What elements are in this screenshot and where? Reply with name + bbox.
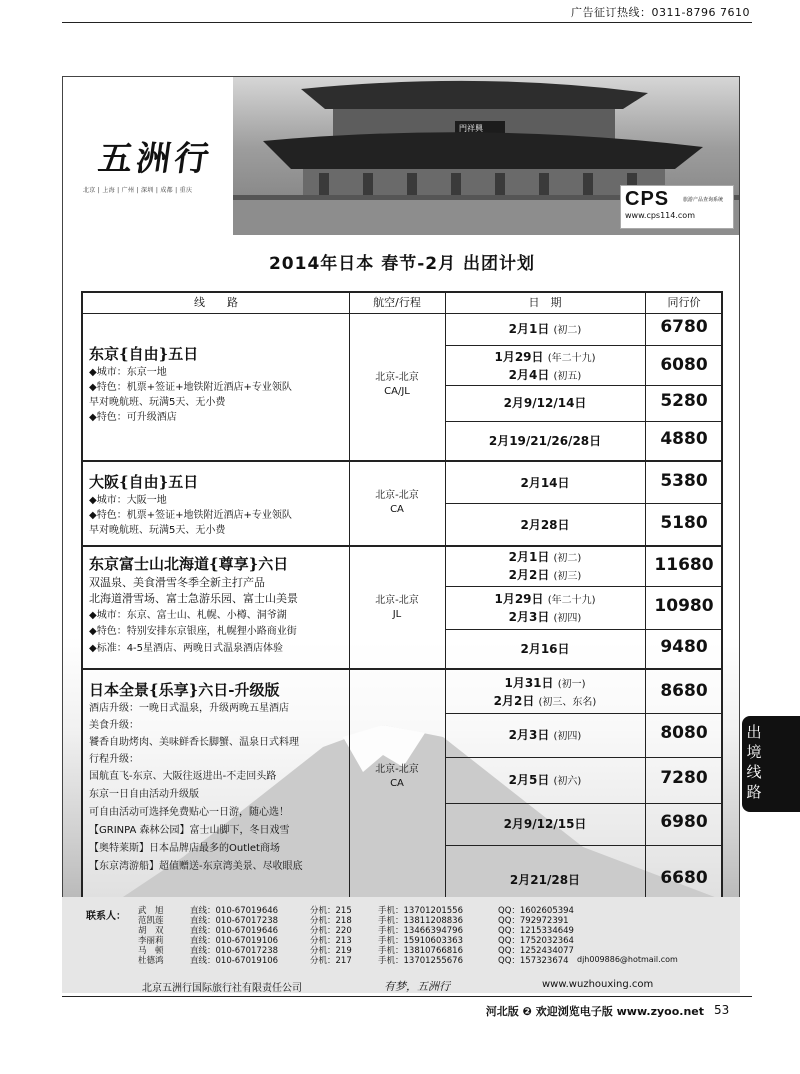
header-banner <box>63 77 740 235</box>
contact-name: 杜德鸿 <box>138 956 164 966</box>
route-tokyo-free-detail: ◆城市：东京一地 <box>89 367 167 378</box>
route-osaka-free-detail: ◆特色：机票+签证+地铁附近酒店+专业领队 <box>89 510 292 521</box>
contact-qq: QQ：1215334649 <box>498 926 574 936</box>
date-main: 2月19/21/26/28日 <box>488 434 602 448</box>
contact-direct-line: 直线：010-67019646 <box>190 906 279 916</box>
route-osaka-free-title: 大阪{自由}五日 <box>89 473 199 491</box>
date-main: 2月5日 <box>508 773 550 787</box>
page-number: 53 <box>714 1003 730 1017</box>
contact-direct-line: 直线：010-67017238 <box>190 916 279 926</box>
airline-cell <box>349 763 445 791</box>
airline-cell <box>349 489 445 517</box>
contact-qq: QQ：792972391 <box>498 916 569 926</box>
page-title: 2014年日本 春节-2月 出团计划 <box>268 254 536 274</box>
date-note: (初三、东名) <box>538 697 597 708</box>
date-note: (年二十九) <box>547 353 596 364</box>
departure-date <box>445 816 645 832</box>
route-japan-panorama-title: 日本全景{乐享}六日-升级版 <box>89 681 280 699</box>
contact-mobile: 手机：13811208836 <box>378 916 463 926</box>
route-japan-panorama-detail: 国航直飞-东京、大阪往返进出-不走回头路 <box>89 771 277 782</box>
contact-mobile: 手机：13466394796 <box>378 926 463 936</box>
airline-route: 北京-北京 <box>375 372 419 383</box>
departure-price: 8080 <box>660 723 708 743</box>
route-japan-panorama-detail: 东京一日自由活动升级版 <box>89 789 199 800</box>
gate-sign: 門祥興 <box>459 124 483 133</box>
tab-char: 路 <box>746 783 762 801</box>
wuzhouxing-logo: 五洲行 <box>95 139 216 179</box>
contact-name: 武 旭 <box>138 906 164 916</box>
cps-logo: CPS <box>625 188 670 210</box>
departure-date <box>445 321 645 339</box>
route-tokyo-fuji-hokkaido-detail: ◆特色：特别安排东京银座，札幌狸小路商业街 <box>89 626 297 637</box>
contact-direct-line: 直线：010-67019106 <box>190 956 279 966</box>
date-main: 2月28日 <box>520 518 570 532</box>
contact-extension: 分机：213 <box>310 936 352 946</box>
departure-date <box>445 395 645 411</box>
airline-route: 北京-北京 <box>375 764 419 775</box>
ad-hotline: 广告征订热线：0311-8796 7610 <box>571 6 750 19</box>
route-japan-panorama-detail: 【东京湾游船】超值赠送-东京湾美景、尽收眼底 <box>89 861 303 872</box>
company-name: 北京五洲行国际旅行社有限责任公司 <box>142 983 302 994</box>
departure-price: 7280 <box>660 768 708 788</box>
date-main: 2月2日 <box>508 568 550 582</box>
header-route: 线 路 <box>194 296 238 309</box>
contact-name: 马 顿 <box>138 946 164 956</box>
company-slogan: 有梦，五洲行 <box>384 980 450 993</box>
route-japan-panorama-detail: 酒店升级：一晚日式温泉，升级两晚五星酒店 <box>89 703 289 714</box>
route-japan-panorama-detail: 【GRINPA 森林公园】富士山脚下，冬日戏雪 <box>89 825 290 836</box>
date-main: 2月9/12/15日 <box>503 817 587 831</box>
departure-date <box>445 641 645 657</box>
airline-route: 北京-北京 <box>375 490 419 501</box>
contact-mobile: 手机：13810766816 <box>378 946 463 956</box>
contact-name: 范凯莲 <box>138 916 164 926</box>
cps-badge <box>620 185 734 229</box>
contact-qq: QQ：1602605394 <box>498 906 574 916</box>
date-note: (初四) <box>553 731 582 742</box>
contact-direct-line: 直线：010-67017238 <box>190 946 279 956</box>
tab-char: 出 <box>746 723 762 741</box>
departure-date <box>445 517 645 533</box>
contact-direct-line: 直线：010-67019646 <box>190 926 279 936</box>
departure-price: 4880 <box>660 429 708 449</box>
header-price: 同行价 <box>667 296 701 309</box>
departure-price: 6780 <box>660 317 708 337</box>
cps-url: www.cps114.com <box>625 211 695 220</box>
date-main: 2月2日 <box>493 694 535 708</box>
contacts-label: 联系人： <box>86 911 126 922</box>
route-tokyo-free-detail: ◆特色：可升级酒店 <box>89 412 177 423</box>
logo-cities: 北京 | 上海 | 广州 | 深圳 | 成都 | 重庆 <box>83 187 193 194</box>
date-main: 2月4日 <box>508 368 550 382</box>
date-main: 2月3日 <box>508 610 550 624</box>
departure-date <box>445 349 645 385</box>
contact-qq: QQ：157323674 <box>498 956 569 966</box>
date-main: 1月29日 <box>494 350 544 364</box>
route-japan-panorama-detail: 饕香自助烤肉、美味鲜香长脚蟹、温泉日式料理 <box>89 737 299 748</box>
departure-price: 9480 <box>660 637 708 657</box>
footer-text: 河北版 ❷ 欢迎浏览电子版 www.zyoo.net <box>485 1005 704 1018</box>
departure-price: 5180 <box>660 513 708 533</box>
contact-extension: 分机：215 <box>310 906 352 916</box>
departure-price: 5280 <box>660 391 708 411</box>
date-note: (初三) <box>553 571 582 582</box>
date-main: 2月9/12/14日 <box>503 396 587 410</box>
airline-carrier: CA <box>390 504 404 515</box>
tab-char: 线 <box>746 763 762 781</box>
tab-char: 境 <box>746 743 762 761</box>
airline-carrier: JL <box>392 609 402 620</box>
date-main: 2月14日 <box>520 476 570 490</box>
contact-email: djh009886@hotmail.com <box>577 955 678 964</box>
route-japan-panorama-detail: 美食升级： <box>89 720 139 731</box>
departure-price: 11680 <box>654 555 714 575</box>
contact-extension: 分机：218 <box>310 916 352 926</box>
route-osaka-free-detail: 早对晚航班、玩满5天、无小费 <box>89 525 226 536</box>
airline-cell <box>349 594 445 622</box>
airline-carrier: CA/JL <box>384 386 410 397</box>
contact-name: 李丽莉 <box>138 936 164 946</box>
departure-price: 10980 <box>654 596 714 616</box>
company-website: www.wuzhouxing.com <box>542 979 654 990</box>
contact-extension: 分机：217 <box>310 956 352 966</box>
section-tab-outbound-routes <box>742 716 800 812</box>
route-tokyo-fuji-hokkaido-detail: ◆城市：东京、富士山、札幌、小樽、洞爷湖 <box>89 610 287 621</box>
route-japan-panorama-detail: 行程升级： <box>89 754 139 765</box>
date-main: 2月3日 <box>508 728 550 742</box>
route-tokyo-fuji-hokkaido-detail: 北海道滑雪场、富士急游乐园、富士山美景 <box>89 592 298 605</box>
route-tokyo-free-detail: 早对晚航班、玩满5天、无小费 <box>89 397 226 408</box>
airline-route: 北京-北京 <box>375 595 419 606</box>
contact-mobile: 手机：15910603363 <box>378 936 463 946</box>
departure-price: 6680 <box>660 868 708 888</box>
date-note: (初二) <box>553 325 582 336</box>
departure-date <box>445 549 645 585</box>
contacts-panel <box>62 897 740 993</box>
airline-carrier: CA <box>390 778 404 789</box>
header-airline: 航空/行程 <box>373 296 421 309</box>
date-main: 1月29日 <box>494 592 544 606</box>
route-japan-panorama-detail: 可自由活动可选择免费贴心一日游，随心选！ <box>89 807 289 818</box>
departure-date <box>445 591 645 627</box>
contact-extension: 分机：219 <box>310 946 352 956</box>
route-tokyo-fuji-hokkaido-detail: 双温泉、美食滑雪冬季全新主打产品 <box>89 576 265 589</box>
date-note: (初一) <box>557 679 586 690</box>
departure-date <box>445 872 645 888</box>
route-tokyo-fuji-hokkaido-title: 东京富士山北海道{尊享}六日 <box>89 555 289 573</box>
route-japan-panorama-detail: 【奥特莱斯】日本品牌店最多的Outlet商场 <box>89 843 280 854</box>
date-main: 2月16日 <box>520 642 570 656</box>
contact-mobile: 手机：13701201556 <box>378 906 463 916</box>
date-note: (年二十九) <box>547 595 596 606</box>
airline-cell <box>349 371 445 399</box>
date-main: 2月1日 <box>508 550 550 564</box>
route-osaka-free-detail: ◆城市：大阪一地 <box>89 495 167 506</box>
departure-price: 5380 <box>660 471 708 491</box>
date-note: (初二) <box>553 553 582 564</box>
date-main: 1月31日 <box>504 676 554 690</box>
departure-date <box>445 772 645 790</box>
departure-price: 6080 <box>660 355 708 375</box>
contact-qq: QQ：1752032364 <box>498 936 574 946</box>
contact-name: 胡 双 <box>138 926 164 936</box>
date-main: 2月1日 <box>508 322 550 336</box>
route-tokyo-free-detail: ◆特色：机票+签证+地铁附近酒店+专业领队 <box>89 382 292 393</box>
departure-date <box>445 433 645 449</box>
contact-mobile: 手机：13701255676 <box>378 956 463 966</box>
date-note: (初五) <box>553 371 582 382</box>
departure-price: 6980 <box>660 812 708 832</box>
contact-direct-line: 直线：010-67019106 <box>190 936 279 946</box>
route-tokyo-fuji-hokkaido-detail: ◆标准：4-5星酒店、两晚日式温泉酒店体验 <box>89 643 284 654</box>
header-date: 日 期 <box>528 296 562 309</box>
departure-price: 8680 <box>660 681 708 701</box>
advert-frame <box>62 76 740 944</box>
footer-rule <box>62 996 752 997</box>
date-main: 2月21/28日 <box>509 873 581 887</box>
cps-subtitle: 旅游产品查询系统 <box>683 197 724 203</box>
departure-date <box>445 675 645 711</box>
route-tokyo-free-title: 东京{自由}五日 <box>89 345 199 363</box>
departure-date <box>445 727 645 745</box>
top-rule <box>62 22 752 23</box>
date-note: (初四) <box>553 613 582 624</box>
date-note: (初六) <box>553 776 582 787</box>
tour-table <box>81 291 723 917</box>
contact-extension: 分机：220 <box>310 926 352 936</box>
departure-date <box>445 475 645 491</box>
contact-qq: QQ：1252434077 <box>498 946 574 956</box>
